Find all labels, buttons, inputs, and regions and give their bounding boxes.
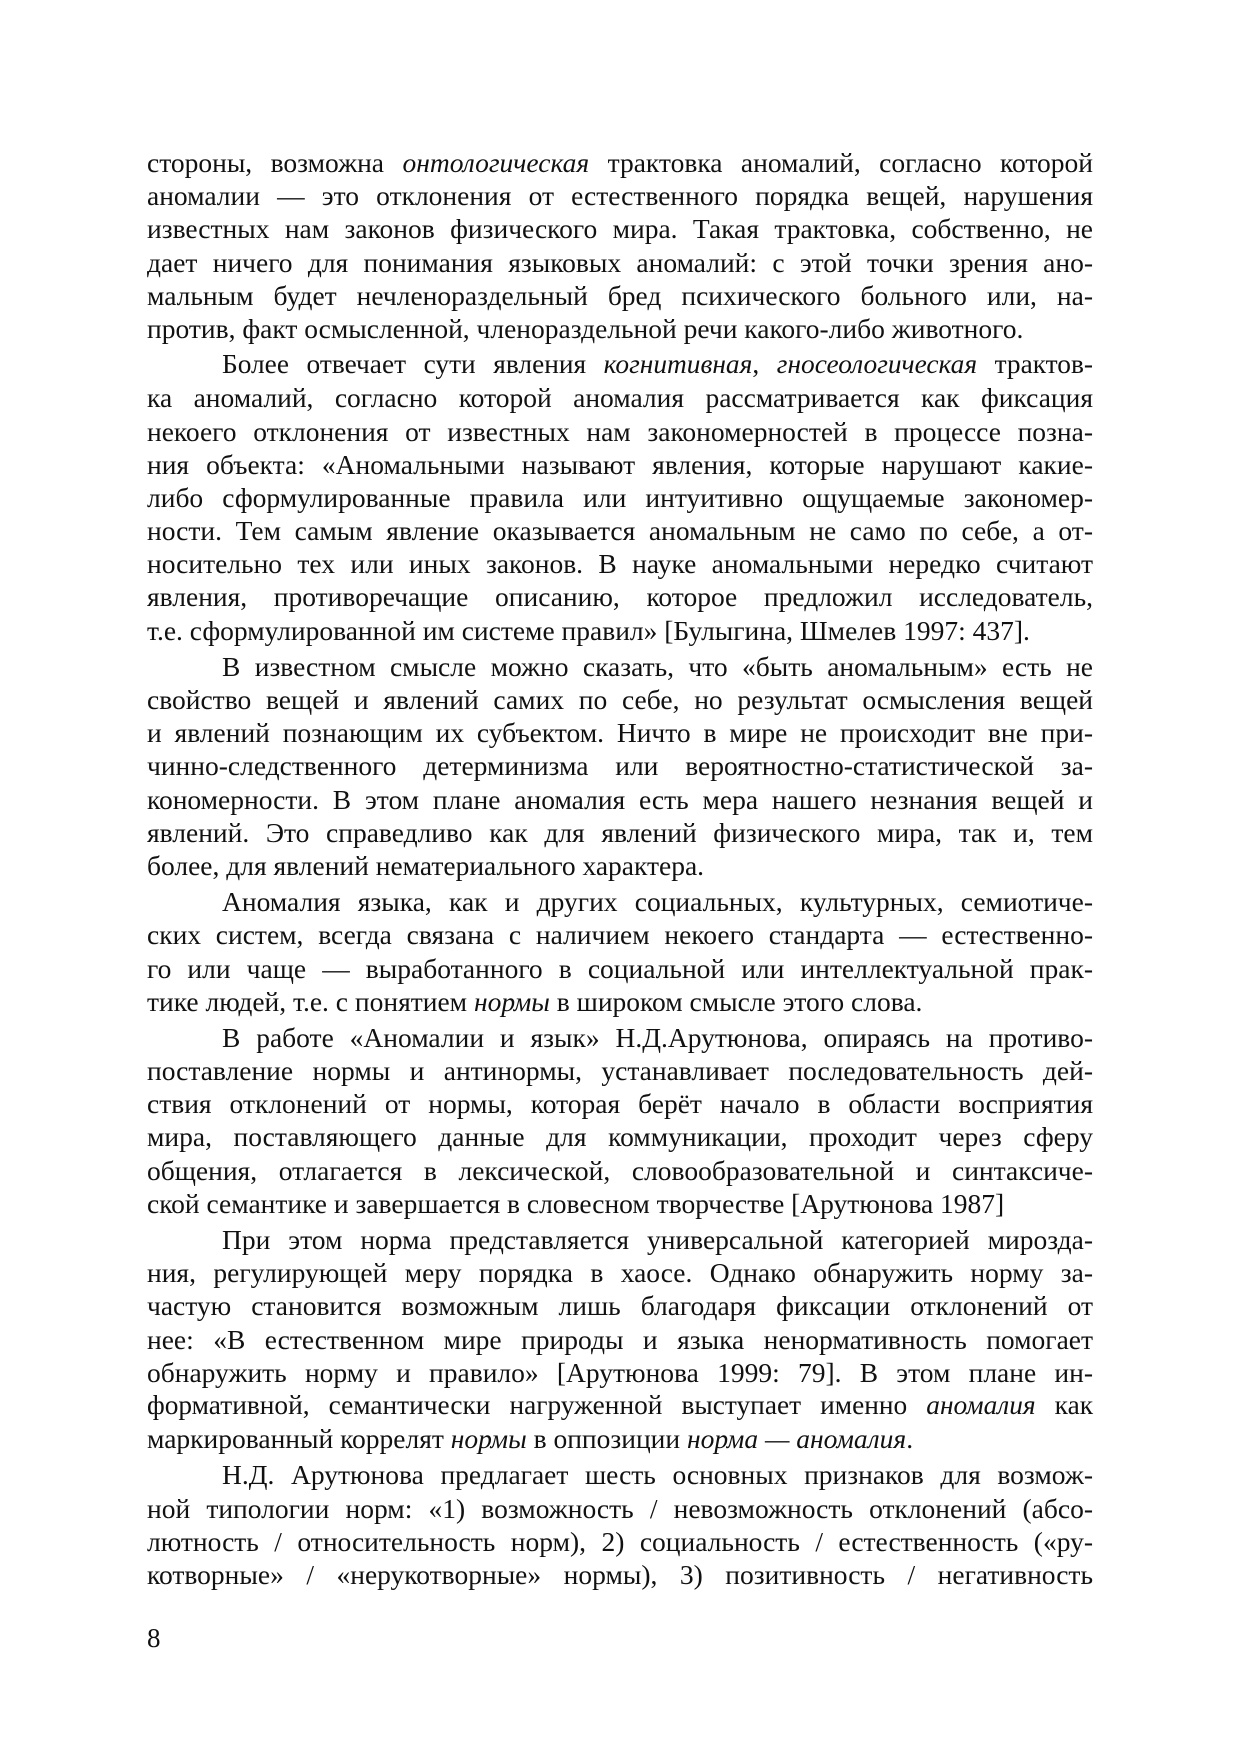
text-line	[147, 1323, 1093, 1356]
text-run: ния объекта: «Аномальными называют явления, которые нарушают какие-	[147, 448, 1093, 480]
text-run: известных нам законов физического мира. Такая трактовка, собственно, не	[147, 213, 1093, 245]
italic-term: когнитивная	[603, 349, 753, 380]
body-text	[147, 146, 1093, 1591]
text-line	[147, 1154, 1093, 1187]
text-line	[147, 1223, 1093, 1256]
text-run: свойство вещей и явлений самих по себе, но результат осмысления вещей	[147, 684, 1093, 715]
text-run: некоего отклонения от известных нам закономерностей в процессе позна-	[147, 415, 1093, 447]
text-run: В известном смысле можно сказать, что «быть аномальным» есть не	[222, 650, 1093, 682]
text-run: в оппозиции	[526, 1423, 687, 1455]
text-run: кономерности. В этом плане аномалия есть мера нашего незнания вещей и	[147, 783, 1093, 815]
text-run: поставление нормы и антинормы, устанавливает последовательность дей-	[147, 1055, 1093, 1087]
text-run: в широком смысле этого слова.	[549, 985, 923, 1017]
page-number: 8	[147, 1623, 161, 1653]
text-run: аномалии — это отклонения от естественного порядка вещей, нарушения	[147, 180, 1093, 212]
italic-term: аномалия	[926, 1389, 1036, 1420]
text-line	[147, 783, 1093, 816]
text-line	[147, 1120, 1093, 1153]
text-line	[147, 246, 1093, 279]
text-run: тике людей, т.е. с понятием	[147, 985, 474, 1017]
text-line	[147, 683, 1093, 716]
text-line	[147, 1356, 1093, 1389]
text-line	[147, 279, 1093, 312]
text-line	[147, 1458, 1093, 1491]
text-run: При этом норма представляется универсальной категорией мирозда-	[222, 1224, 1093, 1255]
text-run: мира, поставляющего данные для коммуникации, проходит через сферу	[147, 1121, 1093, 1153]
text-run: либо сформулированные правила или интуитивно ощущаемые закономер-	[147, 481, 1093, 513]
text-run: чинно-следственного детерминизма или вероятностно-статистической за-	[147, 750, 1093, 782]
italic-term: нормы	[473, 985, 550, 1017]
text-line	[147, 514, 1093, 547]
text-run: формативной, семантически нагруженной выступает именно	[147, 1389, 927, 1420]
text-run: ности. Тем самым явление оказывается аномальным не само по себе, а от-	[147, 515, 1093, 547]
text-run: Более отвечает сути явления	[222, 349, 604, 380]
text-run: трактовка аномалий, согласно которой	[589, 147, 1093, 178]
text-run: носительно тех или иных законов. В науке аномальными нередко считают	[147, 548, 1093, 580]
text-line	[147, 1492, 1093, 1525]
text-line	[147, 179, 1093, 212]
paragraph	[147, 885, 1093, 1018]
text-line	[147, 481, 1093, 514]
text-run: ка аномалий, согласно которой аномалия рассматривается как фиксация	[147, 382, 1093, 414]
text-run: обнаружить норму и правило» [Арутюнова 1999: 79]. В этом плане ин-	[147, 1356, 1093, 1388]
text-line	[147, 716, 1093, 749]
paragraph	[147, 348, 1093, 647]
text-line	[147, 1256, 1093, 1289]
text-run: ,	[752, 349, 777, 380]
text-run: ной типологии норм: «1) возможность / невозможность отклонений (абсо-	[147, 1492, 1093, 1524]
paragraph	[147, 1021, 1093, 1220]
text-run: дает ничего для понимания языковых аномалий: с этой точки зрения ано-	[147, 246, 1093, 278]
text-line	[147, 448, 1093, 481]
paragraph	[147, 1458, 1093, 1591]
text-run: явления, противоречащие описанию, которое предложил исследователь,	[147, 581, 1093, 613]
text-line	[147, 1389, 1093, 1422]
text-run: В работе «Аномалии и язык» Н.Д.Арутюнова, опираясь на противо-	[222, 1021, 1093, 1053]
text-line	[147, 885, 1093, 918]
text-line	[147, 985, 1093, 1018]
paragraph	[147, 1223, 1093, 1455]
text-line	[147, 849, 1093, 882]
text-line	[147, 312, 1093, 345]
text-line	[147, 415, 1093, 448]
text-run: нее: «В естественном мире природы и языка ненормативность помогает	[147, 1323, 1093, 1355]
text-run: ния, регулирующей меру порядка в хаосе. Однако обнаружить норму за-	[147, 1257, 1093, 1289]
text-run: котворные» / «нерукотворные» нормы), 3) позитивность / негативность	[147, 1558, 1093, 1590]
text-line	[147, 580, 1093, 613]
text-line	[147, 1558, 1093, 1591]
italic-term: норма — аномалия	[687, 1423, 907, 1455]
text-run: ствия отклонений от нормы, которая берёт начало в области восприятия	[147, 1088, 1093, 1120]
text-run: маркированный коррелят	[147, 1423, 451, 1455]
text-line	[147, 547, 1093, 580]
text-run: более, для явлений нематериального характера.	[147, 849, 705, 881]
text-line	[147, 1525, 1093, 1558]
text-line	[147, 1087, 1093, 1120]
text-line	[147, 348, 1093, 381]
text-run: ских систем, всегда связана с наличием некоего стандарта — естественно-	[147, 919, 1093, 951]
paragraph	[147, 650, 1093, 882]
text-line	[147, 1054, 1093, 1087]
text-line	[147, 1187, 1093, 1220]
text-run: т.е. сформулированной им системе правил» [Булыгина, Шмелев 1997: 437].	[147, 614, 1030, 646]
text-line	[147, 650, 1093, 683]
text-run: общения, отлагается в лексической, словообразовательной и синтаксиче-	[147, 1154, 1093, 1186]
text-line	[147, 614, 1093, 647]
text-run: Н.Д. Арутюнова предлагает шесть основных признаков для возмож-	[222, 1459, 1093, 1491]
text-line	[147, 381, 1093, 414]
text-run: как	[1035, 1389, 1094, 1420]
text-line	[147, 952, 1093, 985]
text-run: частую становится возможным лишь благодаря фиксации отклонений от	[147, 1290, 1093, 1322]
italic-term: нормы	[450, 1423, 527, 1455]
text-run: ской семантике и завершается в словесном творчестве [Арутюнова 1987]	[147, 1187, 1005, 1219]
text-line	[147, 749, 1093, 782]
paragraph	[147, 146, 1093, 345]
text-line	[147, 816, 1093, 849]
text-run: стороны, возможна	[147, 147, 403, 178]
text-run: .	[906, 1423, 914, 1455]
italic-term: онтологическая	[402, 147, 590, 178]
text-run: лютность / относительность норм), 2) социальность / естественность («ру-	[147, 1525, 1093, 1557]
text-line	[147, 1021, 1093, 1054]
text-line	[147, 212, 1093, 245]
text-line	[147, 146, 1093, 179]
text-run: и явлений познающим их субъектом. Ничто в мире не происходит вне при-	[147, 717, 1093, 749]
italic-term: гносеологическая	[776, 349, 978, 380]
text-run: го или чаще — выработанного в социальной или интеллектуальной прак-	[147, 952, 1093, 984]
text-run: против, факт осмысленной, членораздельной речи какого-либо животного.	[147, 312, 1024, 344]
text-run: мальным будет нечленораздельный бред психического больного или, на-	[147, 279, 1093, 311]
text-run: Аномалия языка, как и других социальных, культурных, семиотиче-	[222, 886, 1093, 918]
text-line	[147, 1289, 1093, 1322]
text-line	[147, 918, 1093, 951]
text-run: явлений. Это справедливо как для явлений физического мира, так и, тем	[147, 816, 1093, 848]
text-run: трактов-	[977, 349, 1093, 380]
text-line	[147, 1422, 1093, 1455]
